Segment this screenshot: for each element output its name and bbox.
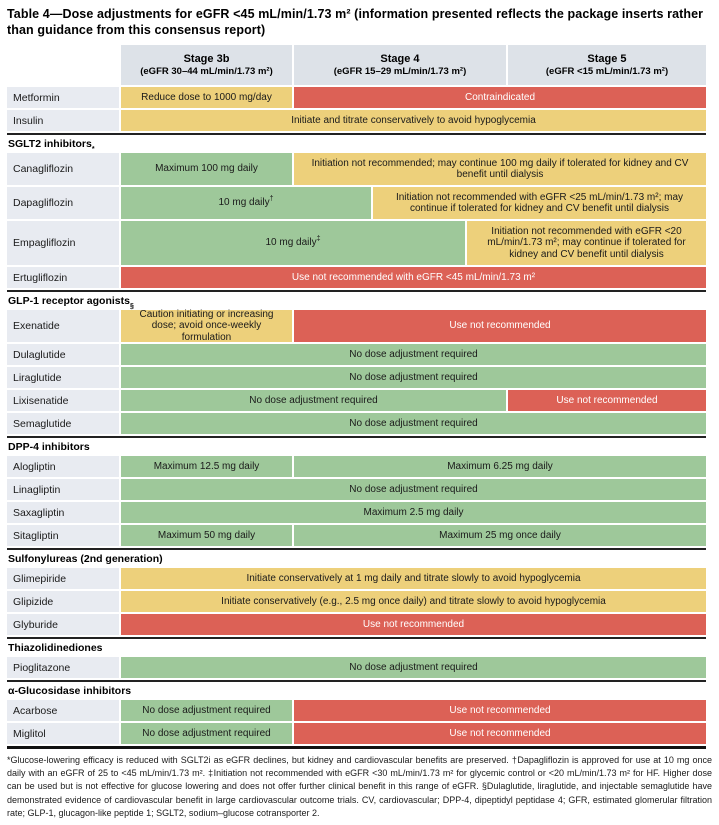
column-header-stage-5 — [508, 45, 706, 85]
section-header-row: α-Glucosidase inhibitors — [7, 680, 706, 698]
dose-cell — [294, 310, 706, 342]
dose-cells — [121, 568, 706, 589]
drug-name: Glimepiride — [7, 568, 119, 589]
dose-cell-text: Maximum 50 mg daily — [157, 529, 256, 541]
table-row — [7, 413, 706, 434]
dose-cell — [121, 525, 292, 546]
table-row — [7, 367, 706, 388]
dose-cell-text: Maximum 100 mg daily — [155, 163, 258, 175]
dose-cell-text: Use not recommended — [449, 704, 551, 716]
dose-cell-text: Maximum 25 mg once daily — [439, 529, 561, 541]
drug-name: Glipizide — [7, 591, 119, 612]
dose-cell-text: Use not recommended — [449, 320, 551, 332]
dose-cell-text: 10 mg daily† — [218, 195, 274, 209]
dose-cell-text: Contraindicated — [464, 91, 536, 103]
dose-cell — [121, 723, 292, 744]
stage-title: Stage 4 — [380, 52, 420, 65]
dose-cell-text: No dose adjustment required — [142, 727, 271, 739]
table-row — [7, 344, 706, 365]
dose-adjustment-table — [7, 45, 706, 749]
dose-cells — [121, 367, 706, 388]
dose-cell — [121, 367, 706, 388]
drug-name: Pioglitazone — [7, 657, 119, 678]
table-row — [7, 310, 706, 342]
drug-name: Miglitol — [7, 723, 119, 744]
dose-cell — [121, 479, 706, 500]
dose-cell-text: Initiate conservatively at 1 mg daily and titrate slowly to avoid hypoglycemia — [246, 572, 581, 584]
dose-cell-text: Use not recommended — [556, 394, 658, 406]
dose-cell — [121, 267, 706, 288]
dose-cell — [121, 110, 706, 131]
dose-cell-text: Reduce dose to 1000 mg/day — [141, 91, 272, 103]
table-row — [7, 700, 706, 721]
dose-cell — [467, 221, 706, 265]
dose-cell-text: Initiate and titrate conservatively to avoid hypoglycemia — [291, 114, 536, 126]
dose-cells — [121, 221, 706, 265]
table-rows — [7, 87, 706, 744]
dose-cell-text: No dose adjustment required — [349, 417, 478, 429]
dose-cells — [121, 87, 706, 108]
drug-name: Liraglutide — [7, 367, 119, 388]
dose-cell — [294, 525, 706, 546]
dose-cell-text: Initiation not recommended with eGFR <20 mL/min/1.73 m²; may continue if tolerated for kidney and CV benefit until dialysis — [487, 225, 686, 260]
header-spacer — [7, 45, 119, 85]
dose-cell-text: No dose adjustment required — [349, 371, 478, 383]
section-header-row: Thiazolidinediones — [7, 637, 706, 655]
dose-cells — [121, 723, 706, 744]
table-bottom-rule — [7, 746, 706, 749]
dose-cell-text: No dose adjustment required — [349, 483, 478, 495]
dose-cell — [121, 591, 706, 612]
dose-cell — [294, 723, 706, 744]
section-header-row: GLP-1 receptor agonists § — [7, 290, 706, 308]
dose-cell-text: Initiate conservatively (e.g., 2.5 mg once daily) and titrate slowly to avoid hypoglycemia — [221, 595, 606, 607]
drug-name: Insulin — [7, 110, 119, 131]
drug-name: Lixisenatide — [7, 390, 119, 411]
dose-cell — [121, 614, 706, 635]
dose-cell — [121, 456, 292, 477]
dose-cell — [121, 344, 706, 365]
dose-cell — [121, 390, 506, 411]
dose-cells — [121, 187, 706, 219]
table-row — [7, 657, 706, 678]
drug-name: Canagliflozin — [7, 153, 119, 185]
dose-cells — [121, 390, 706, 411]
dose-cells — [121, 267, 706, 288]
dose-cells — [121, 502, 706, 523]
stage-title: Stage 3b — [183, 52, 230, 65]
section-header-row: Sulfonylureas (2nd generation) — [7, 548, 706, 566]
stage-egfr-range: (eGFR 15–29 mL/min/1.73 m²) — [333, 65, 467, 77]
dose-cell — [121, 568, 706, 589]
stage-egfr-range: (eGFR <15 mL/min/1.73 m²) — [545, 65, 669, 77]
dose-cell — [121, 221, 465, 265]
dose-cell-text: No dose adjustment required — [249, 394, 378, 406]
table-row — [7, 110, 706, 131]
dose-cells — [121, 413, 706, 434]
dose-cells — [121, 110, 706, 131]
drug-name: Dulaglutide — [7, 344, 119, 365]
dose-cell-text: No dose adjustment required — [142, 704, 271, 716]
table-row — [7, 568, 706, 589]
drug-name: Semaglutide — [7, 413, 119, 434]
table-row — [7, 456, 706, 477]
drug-name: Linagliptin — [7, 479, 119, 500]
section-header-row: DPP-4 inhibitors — [7, 436, 706, 454]
table-row — [7, 267, 706, 288]
dose-cells — [121, 479, 706, 500]
stage-egfr-range: (eGFR 30–44 mL/min/1.73 m²) — [140, 65, 273, 77]
dose-cells — [121, 344, 706, 365]
dose-cells — [121, 591, 706, 612]
dose-cells — [121, 657, 706, 678]
table-row — [7, 87, 706, 108]
dose-cells — [121, 456, 706, 477]
drug-name: Alogliptin — [7, 456, 119, 477]
stage-title: Stage 5 — [587, 52, 627, 65]
dose-cell — [294, 456, 706, 477]
drug-name: Ertugliflozin — [7, 267, 119, 288]
table-title: Table 4—Dose adjustments for eGFR <45 mL/min/1.73 m² (information presented reflects the package inserts rather than guidance from this consensus report) — [7, 7, 704, 37]
table-row — [7, 187, 706, 219]
dose-cell-text: Initiation not recommended; may continue 100 mg daily if tolerated for kidney and CV benefit until dialysis — [311, 157, 689, 180]
drug-name: Glyburide — [7, 614, 119, 635]
dose-cell-text: Use not recommended with eGFR <45 mL/min/1.73 m² — [291, 271, 536, 283]
dose-cell — [508, 390, 706, 411]
dose-cells — [121, 153, 706, 185]
dose-cell — [121, 700, 292, 721]
table-row — [7, 525, 706, 546]
table-row — [7, 390, 706, 411]
column-header-stage-4 — [294, 45, 506, 85]
dose-cell-text: No dose adjustment required — [349, 661, 478, 673]
drug-name: Saxagliptin — [7, 502, 119, 523]
dose-cell-text: 10 mg daily‡ — [265, 235, 321, 249]
drug-name: Empagliflozin — [7, 221, 119, 265]
drug-name: Sitagliptin — [7, 525, 119, 546]
dose-cell-text: Initiation not recommended with eGFR <25 mL/min/1.73 m²; may continue if tolerated for kidney and CV benefit until dialysis — [395, 191, 684, 214]
dose-cell — [121, 187, 371, 219]
column-header-stage-3b — [121, 45, 292, 85]
dose-cell-text: Caution initiating or increasing dose; avoid once-weekly formulation — [139, 308, 274, 343]
dose-cell-text: Maximum 12.5 mg daily — [153, 460, 260, 472]
dose-cell — [121, 413, 706, 434]
table-row — [7, 221, 706, 265]
dose-cells — [121, 525, 706, 546]
table-row — [7, 614, 706, 635]
dose-cell-text: Use not recommended — [362, 618, 465, 630]
dose-cell-text: Use not recommended — [449, 727, 551, 739]
section-header-row: SGLT2 inhibitors * — [7, 133, 706, 151]
dose-cell — [294, 153, 706, 185]
dose-cell-text: No dose adjustment required — [349, 348, 478, 360]
dose-cell — [121, 657, 706, 678]
dose-cell — [294, 700, 706, 721]
drug-name: Exenatide — [7, 310, 119, 342]
drug-name: Acarbose — [7, 700, 119, 721]
dose-cells — [121, 310, 706, 342]
table-footnote: *Glucose-lowering efficacy is reduced with SGLT2i as eGFR declines, but kidney and cardiovascular benefits are preserved. †Dapagliflozin is approved for use at 10 mg once daily with an eGFR of 25 to <45 mL/min/1.73 m². ‡Initiation not recommended with eGFR <30 mL/min/1.73 m² for glycemic control or <20 mL/min/1.73 m² for HF. Higher dose can be used but is not effective for glucose lowering and does not offer further clinical benefit in this range of eGFR. §Dulaglutide, liraglutide, and injectable semaglutide have demonstrated evidence of cardiovascular benefit in large cardiovascular outcome trials. CV, cardiovascular; DPP-4, dipeptidyl peptidase 4; GFR, estimated glomerular filtration rate; GLP-1, glucagon-like peptide 1; SGLT2, sodium–glucose cotransporter 2. — [7, 755, 712, 818]
dose-cell-text: Maximum 6.25 mg daily — [447, 460, 553, 472]
table-row — [7, 502, 706, 523]
table-row — [7, 153, 706, 185]
table-row — [7, 591, 706, 612]
dose-cells — [121, 700, 706, 721]
drug-name: Dapagliflozin — [7, 187, 119, 219]
table-row — [7, 479, 706, 500]
column-header-row — [7, 45, 706, 85]
dose-cell — [294, 87, 706, 108]
dose-cell — [121, 153, 292, 185]
dose-cell — [121, 310, 292, 342]
dose-cells — [121, 614, 706, 635]
dose-cell — [121, 502, 706, 523]
drug-name: Metformin — [7, 87, 119, 108]
dose-cell — [373, 187, 706, 219]
table-row — [7, 723, 706, 744]
dose-cell-text: Maximum 2.5 mg daily — [363, 506, 464, 518]
dose-cell — [121, 87, 292, 108]
